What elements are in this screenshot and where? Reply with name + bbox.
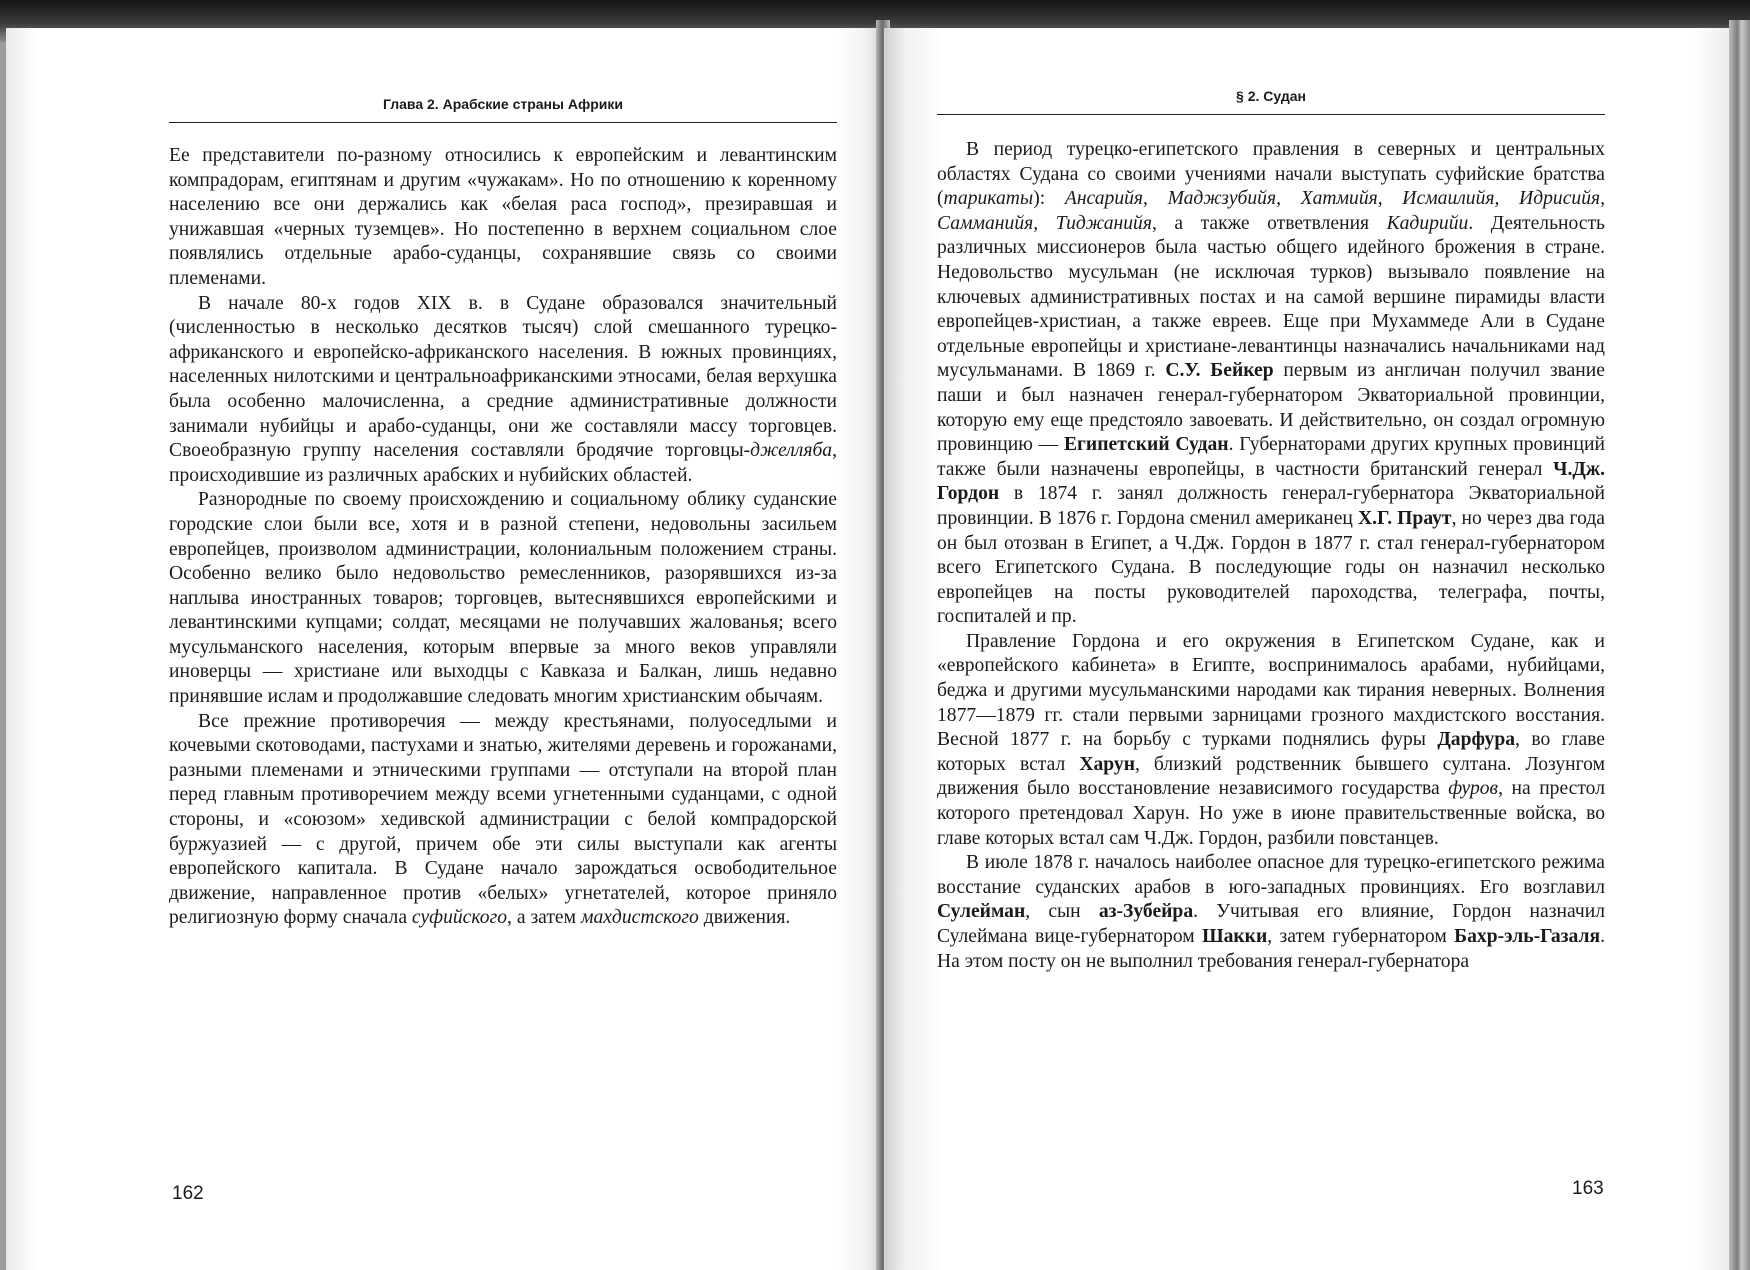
right-page [884,28,1729,1270]
text-run: , а затем [507,907,581,929]
italic-term: махдистского [580,907,699,929]
bold-term: Бахр-эль-Газаля [1454,926,1601,947]
text-run: , близкий родственник бывшего султана. Лозунгом движения было восстановление независимого государства [937,753,1605,800]
right-page-text [937,138,1605,974]
text-run: В начале 80-х годов XIX в. в Судане образовался значительный (численностью в несколько десятков тысяч) слой смешанного турецко-африканского и европейско-африканского населения. В южных провинциях, населенных нилотскими и центральноафриканскими этносами, белая верхушка была особенно малочисленна, а средние административные должности занимали нубийцы и арабо-суданцы, они же составляли массу торговцев. Своеобразную группу населения составляли бродячие торговцы- [169,292,837,462]
text-run: Правление Гордона и его окружения в Египетском Судане, как и «европейского кабинета» в Египте, воспринималось арабами, нубийцами, беджа и другими мусульманскими народами как тирания неверных. Волнения 1877—1879 гг. стали первыми зарницами грозного махдистского восстания. Весной 1877 г. на борьбу с турками поднялись фуры [937,630,1605,751]
text-run: . Учитывая его влияние, Гордон назначил Сулеймана вице-губернатором [937,901,1605,947]
text-run: . Деятельность различных миссионеров была частью общего идейного брожения в стране. Недовольство мусульман (не исключая турков) вызывало появление на ключевых административных постах и на самой вершине пирамиды власти европейцев-христиан, а также евреев. Еще при Мухаммеде Али в Судане отдельные европейцы и христиане-левантинцы назначались начальниками над мусульманами. В 1869 г. [937,212,1605,382]
text-run: Все прежние противоречия — между крестьянами, полуоседлыми и кочевыми скотоводами, пастухами и знатью, жителями деревень и горожанами, разными племенами и этническими группами — отступали на второй план перед главным противоречием между всеми угнетенными суданцами, с одной стороны, и «союзом» хедивской администрации с белой компрадорской буржуазией — с другой, причем обе эти силы выступали как агенты европейского капитала. В Судане начало зарождаться освободительное движение, направленное против «белых» угнетателей, которое приняло религиозную форму сначала [169,710,837,929]
text-run: в 1874 г. занял должность генерал-губернатора Экваториальной провинции. В 1876 г. Гордона сменил американец [937,483,1605,529]
italic-term: джелляба [750,440,833,462]
text-run: Ее представители по-разному относились к европейским и левантинским компрадорам, египтянам и другим «чужакам». Но по отношению к коренному населению все они держались как «белая раса господ», презиравшая и унижавшая «черных туземцев». Но постепенно в верхнем социальном слое появлялись отдельные арабо-суданцы, сохранявшие связь со своими племенами. [169,145,837,289]
paragraph [169,710,837,931]
text-run: , но через два года он был отозван в Египет, а Ч.Дж. Гордон в 1877 г. стал генерал-губернатором всего Египетского Судана. В последующие годы он назначил несколько европейцев на посты руководителей пароходства, телеграфа, почты, госпиталей и пр. [937,507,1605,628]
page-stack-edge [1729,20,1750,1270]
left-page [6,28,882,1270]
bold-term: Сулейман [937,901,1026,923]
text-run: , а также ответвления [1151,212,1387,234]
text-run: , сын [1025,901,1099,923]
bold-term: Харун [1079,753,1135,775]
text-run: Разнородные по своему происхождению и социальному облику суданские городские слои были все, хотя и в разной степени, недовольны засильем европейцев, произволом администрации, колониальным положением страны. Особенно велико было недовольство ремесленников, разорявшихся из-за наплыва иностранных товаров; торговцев, вытеснявшихся европейскими и левантинскими купцами; солдат, месяцами не получавших жалованья; всего мусульманского населения, которым впервые за много веков управляли иноверцы — христиане или выходцы с Кавказа и Балкан, лишь недавно принявшие ислам и продолжавшие следовать многим христианским обычаям. [169,489,837,708]
bold-term: Дарфура [1437,729,1516,751]
left-page-text [169,144,837,931]
bold-term: аз-Зубейра [1098,901,1194,923]
text-run: ): [1033,188,1065,210]
paragraph [169,488,837,709]
text-run: . Губернаторами других крупных провинций также были назначены европейцы, в частности британский генерал [937,434,1605,480]
text-run: В июле 1878 г. началось наиболее опасное для турецко-египетского режима восстание суданских арабов в юго-западных провинциях. Его возглавил [937,852,1605,898]
chapter-running-head: Глава 2. Арабские страны Африки [169,96,837,123]
bold-term: Ч.Дж. Гордон [937,458,1605,505]
paragraph [169,292,837,489]
italic-term: Ансарийя, Маджзубийя, Хатмийя, Исмаилийя, Идрисийя, Самманийя, Тиджанийя [937,188,1606,234]
page-number: 162 [172,1183,204,1204]
italic-term: фуров [1448,778,1499,800]
paragraph [937,851,1605,974]
text-run: , затем губернатором [1267,926,1455,947]
section-running-head: § 2. Судан [937,88,1605,115]
bold-term: Шакки [1202,926,1268,947]
bold-term: Х.Г. Праут [1357,507,1452,529]
italic-term: тарикаты [943,188,1034,210]
bold-term: С.У. Бейкер [1165,360,1274,382]
text-run: . На этом посту он не выполнил требования генерал-губернатора [937,926,1605,972]
text-run: первым из англичан получил звание паши и был назначен генерал-губернатором Экваториальной провинции, которую ему еще предстояло завоевать. И действительно, он создал огромную провинцию — [937,360,1605,456]
text-run: движения. [698,907,791,929]
italic-term: суфийского [411,907,508,929]
page-number: 163 [1572,1178,1604,1199]
text-run: , происходившие из различных арабских и нубийских областей. [169,440,837,486]
paragraph [169,144,837,292]
paragraph [937,630,1605,851]
text-run: , на престол которого претендовал Харун. Но уже в июне правительственные войска, во главе которых встал сам Ч.Дж. Гордон, разбили повстанцев. [937,778,1605,849]
paragraph [937,138,1605,630]
bold-term: Египетский Судан [1063,434,1229,456]
italic-term: Кадирийи [1386,212,1469,234]
text-run: , во главе которых встал [937,729,1605,775]
text-run: В период турецко-египетского правления в северных и центральных областях Судана со своими учениями начали выступать суфийские братства ( [937,139,1605,210]
